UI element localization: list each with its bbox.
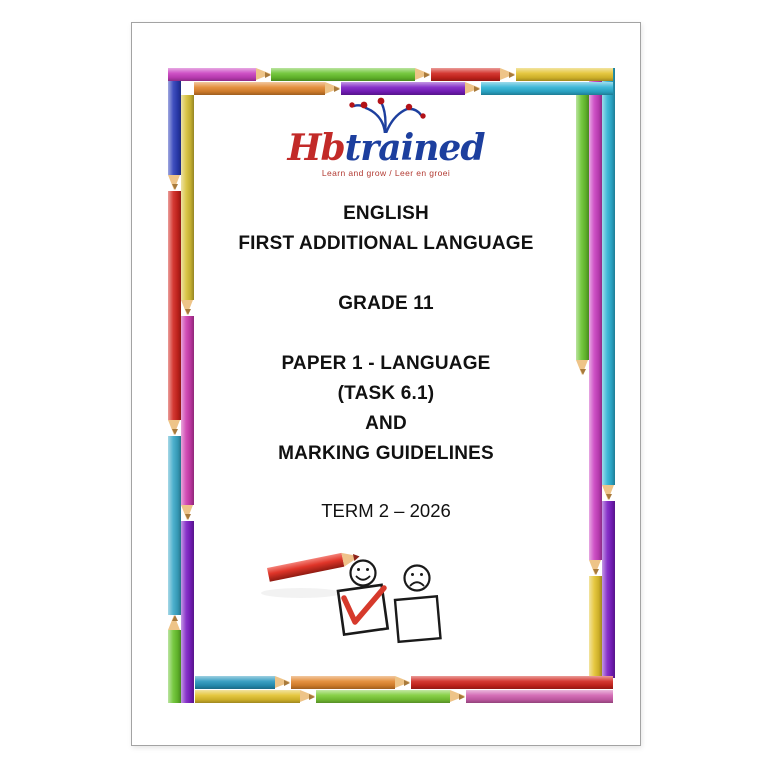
pencil-segment-4 <box>194 82 325 95</box>
pencil-segment-16 <box>168 630 181 703</box>
pencil-segment-10 <box>195 690 300 703</box>
title-line-7: AND <box>365 413 407 434</box>
title-line-6: (TASK 6.1) <box>337 383 435 404</box>
pencil-segment-0 <box>168 68 256 81</box>
title-line-1: FIRST ADDITIONAL LANGUAGE <box>238 233 534 254</box>
pencil-segment-2 <box>431 68 500 81</box>
pencil-shadow <box>261 588 341 598</box>
pencil-segment-3 <box>516 68 613 81</box>
pencil-segment-8 <box>291 676 395 689</box>
red-pencil-icon <box>267 549 361 581</box>
pencil-tip <box>500 68 515 80</box>
pencil-tip-point <box>172 184 178 190</box>
pencil-segment-12 <box>466 690 613 703</box>
pencil-tip-point <box>404 680 410 686</box>
sad-face-icon <box>405 566 430 591</box>
title-line-0: ENGLISH <box>343 203 429 224</box>
pencil-segment-19 <box>181 521 194 703</box>
title-line-4 <box>132 319 640 349</box>
title-line-5: PAPER 1 - LANGUAGE <box>281 353 491 374</box>
pencil-tip <box>256 68 271 80</box>
pencil-tip <box>450 690 465 702</box>
pencil-tip-point <box>334 86 340 92</box>
pencil-segment-6 <box>481 82 613 95</box>
pencil-tip <box>168 615 180 630</box>
brand-logo <box>132 97 640 178</box>
title-line-8: MARKING GUIDELINES <box>278 443 494 464</box>
checkbox-illustration <box>256 541 468 663</box>
pencil-tip <box>300 690 315 702</box>
brand-wordmark <box>132 129 640 167</box>
pencil-tip-point <box>474 86 480 92</box>
pencil-tip-point <box>593 569 599 575</box>
pencil-segment-7 <box>195 676 275 689</box>
pencil-tip <box>325 82 340 94</box>
pencil-tip <box>415 68 430 80</box>
pencil-tip <box>275 676 290 688</box>
pencil-tip-point <box>309 694 315 700</box>
empty-checkbox <box>395 596 441 642</box>
title-line-3: GRADE 11 <box>338 293 434 314</box>
pencil-segment-5 <box>341 82 465 95</box>
pencil-tip <box>602 485 614 500</box>
brand-prefix: Hb <box>287 127 345 169</box>
pencil-segment-11 <box>316 690 450 703</box>
pencil-tip-point <box>424 72 430 78</box>
pencil-segment-24 <box>602 501 615 678</box>
pencil-tip-point <box>284 680 290 686</box>
pencil-segment-1 <box>271 68 415 81</box>
brand-suffix: trained <box>344 127 485 169</box>
title-line-2 <box>132 259 640 289</box>
pencil-tip-point <box>509 72 515 78</box>
exam-title-lines <box>132 199 640 469</box>
pencil-tip <box>395 676 410 688</box>
pencil-tip <box>589 560 601 575</box>
term-line: TERM 2 – 2026 <box>321 500 451 521</box>
pencil-segment-9 <box>411 676 613 689</box>
pencil-tip-point <box>459 694 465 700</box>
happy-face-icon <box>351 561 376 586</box>
pencil-segment-22 <box>589 576 602 678</box>
pencil-tip-point <box>172 615 178 621</box>
document-page <box>131 22 641 746</box>
brand-tagline: Learn and grow / Leer en groei <box>321 168 451 178</box>
pencil-tip-point <box>265 72 271 78</box>
pencil-tip <box>465 82 480 94</box>
